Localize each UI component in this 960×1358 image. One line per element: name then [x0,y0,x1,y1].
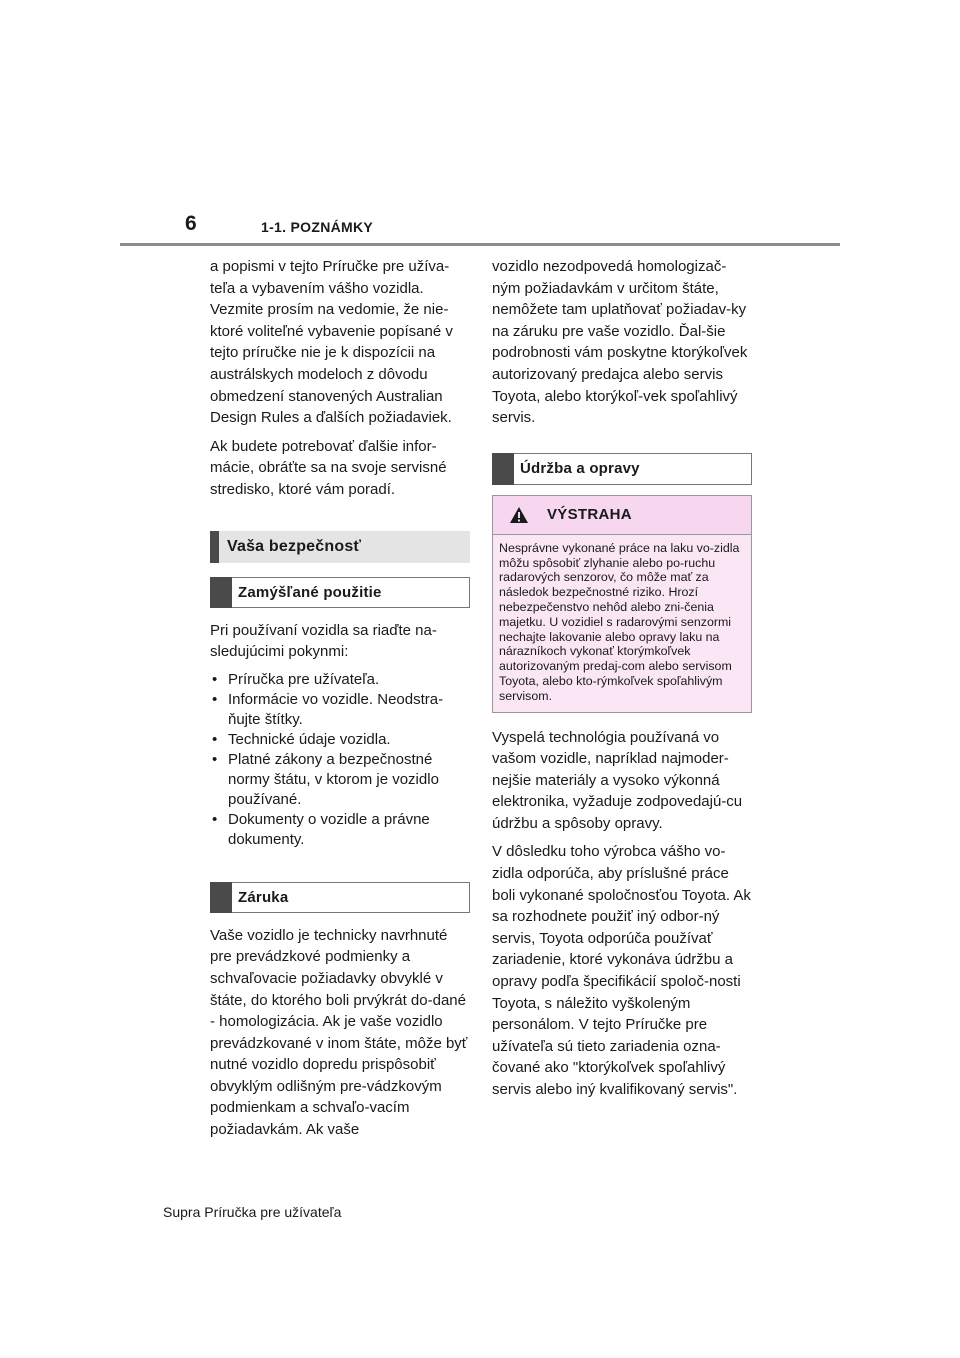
maintenance-heading [492,453,752,485]
left-column [210,256,470,1148]
contact-paragraph: Ak budete potrebovať ďalšie infor-mácie, obráťte sa na svoje servisné stredisko, ktoré vám poradí. [210,437,447,498]
section-header: 1-1. POZNÁMKY [261,219,374,235]
heading-marker [492,453,514,485]
warranty-paragraph: Vaše vozidlo je technicky navrhnuté pre prevádzkové podmienky a schvaľovacie požiadavky obvyklé v štáte, do ktorého boli prvýkrát do-dané - homologizácia. Ak je vaše vozidlo prevádzkované v inom štáte, môže byť nutné vozidlo dopredu prispôsobiť obvyklým odlišným pre-vádzkovým podmienkam a schvaľo-vacím požiadavkám. Ak vaše [210,926,468,1139]
heading-marker [210,577,232,608]
warranty-continued-paragraph: vozidlo nezodpovedá homologizač-ným požiadavkám v určitom štáte, nemôžete tam uplatňovať požiadav-ky na záruku pre vaše vozidlo. Ďal-šie podrobnosti vám poskytne ktorýkoľvek autorizovaný predajca alebo servis Toyota, alebo ktorýkoľ-vek spoľahlivý servis. [492,258,748,427]
list-item: • Príručka pre užívateľa. [212,670,380,688]
right-column [492,256,752,1108]
warning-box [492,495,752,713]
footer-text: Supra Príručka pre užívateľa [163,1204,342,1220]
list-item: • Dokumenty o vozidle a právne dokumenty. [212,810,430,848]
warranty-heading [210,882,470,913]
warranty-title: Záruka [238,888,289,906]
list-item: • Platné zákony a bezpečnostné normy štátu, v ktorom je vozidlo používané. [212,750,439,808]
warning-title: VÝSTRAHA [547,506,632,524]
page-number: 6 [185,212,197,235]
intended-use-title: Zamýšľané použitie [238,583,382,601]
list-item: • Informácie vo vozidle. Neodstra-ňujte štítky. [212,690,444,728]
maintenance-title: Údržba a opravy [520,460,640,478]
technology-paragraph: Vyspelá technológia používaná vo vašom vozidle, napríklad najmoder-nejšie materiály a vysoko výkonná elektronika, vyžaduje zodpovedajú-cu údržbu a spôsoby opravy. [492,728,743,832]
list-item: • Technické údaje vozidla. [212,730,391,748]
heading-marker [210,882,232,913]
intended-use-intro: Pri používaní vozidla sa riaďte na-sledujúcimi pokynmi: [210,621,437,661]
intro-paragraph: a popismi v tejto Príručke pre užíva-teľa a vybavením vášho vozidla. Vezmite prosím na vedomie, že nie-ktoré voliteľné vybavenie popísané v tejto príručke nie je k dispozícii na austrálskych modeloch z dôvodu obmedzení stanovených Australian Design Rules a ďalších požiadaviek. [210,258,453,427]
intended-use-heading [210,577,470,608]
heading-marker [210,531,219,563]
service-paragraph: V dôsledku toho výrobca vášho vo-zidla odporúča, aby príslušné práce boli vykonané spoločnosťou Toyota. Ak sa rozhodnete použiť iný odbor-ný servis, Toyota odporúča používať zariadenie, ktoré vykonáva údržbu a opravy podľa špecifikácií spoloč-nosti Toyota, s náležito vyškoleným personálom. V tejto Príručke pre užívateľa sú tieto zariadenia ozna-čované ako "ktorýkoľvek spoľahlivý servis alebo iný kvalifikovaný servis". [492,843,751,1099]
warning-triangle-icon [509,506,529,524]
intended-use-list [210,670,470,850]
warning-text: Nesprávne vykonané práce na laku vo-zidla môžu spôsobiť zlyhanie alebo po-ruchu radarových senzorov, čo môže mať za následok bezpečnostné riziko. Hrozí nebezpečenstvo nehôd alebo zni-čenia majetku. U vozidiel s radarovými senzormi nechajte lakovanie alebo opravy laku na nárazníkoch vykonať ktorýmkoľvek autorizovaným predaj-com alebo servisom Toyota, alebo kto-rýmkoľvek spoľahlivým servisom. [493,535,751,712]
warning-header [493,496,751,535]
safety-section-title: Vaša bezpečnosť [227,537,362,555]
header-rule [120,243,840,246]
safety-section-heading [210,531,470,563]
